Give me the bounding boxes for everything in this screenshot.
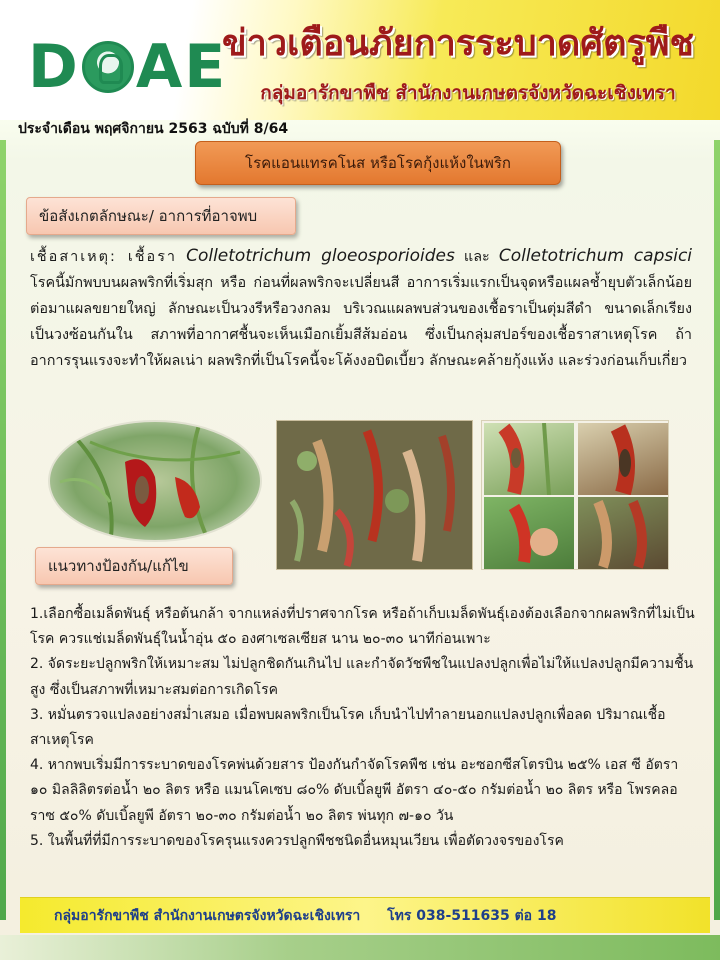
infected-plant-photo bbox=[276, 420, 473, 570]
grid-photo-2 bbox=[578, 423, 668, 495]
right-accent-bar bbox=[714, 140, 720, 920]
header-banner bbox=[0, 0, 720, 120]
prevention-section-label: แนวทางป้องกัน/แก้ไข bbox=[35, 547, 233, 585]
prevention-list bbox=[30, 602, 698, 854]
symptoms-section-label: ข้อสังเกตลักษณะ/ อาการที่อาจพบ bbox=[26, 197, 296, 235]
footer-org: กลุ่มอารักขาพืช สำนักงานเกษตรจังหวัดฉะเชิงเทรา bbox=[54, 908, 361, 924]
species-conjunction: และ bbox=[463, 249, 490, 265]
prevention-item: 5. ในพื้นที่ที่มีการระบาดของโรครุนแรงควรปลูกพืชชนิดอื่นหมุนเวียน เพื่อตัดวงจรของโรค bbox=[30, 832, 564, 849]
grid-photo-4 bbox=[578, 497, 668, 569]
grid-image-2 bbox=[578, 423, 668, 495]
topic-banner: โรคแอนแทรคโนส หรือโรคกุ้งแห้งในพริก bbox=[195, 141, 561, 185]
page-subtitle: กลุ่มอารักขาพืช สำนักงานเกษตรจังหวัดฉะเชิงเทรา bbox=[260, 82, 676, 104]
left-accent-bar bbox=[0, 140, 6, 920]
grid-image-3 bbox=[484, 497, 574, 569]
logo-letters-ae: AE bbox=[135, 32, 228, 102]
footer-contact-bar bbox=[20, 897, 710, 933]
bottom-decor-band bbox=[0, 935, 720, 960]
cause-paragraph bbox=[30, 243, 692, 374]
page-title: ข่าวเตือนภัยการระบาดศัตรูพืช bbox=[222, 23, 694, 64]
issue-line: ประจำเดือน พฤศจิกายน 2563 ฉบับที่ 8/64 bbox=[18, 121, 289, 137]
logo-letter-d: D bbox=[28, 32, 80, 102]
grid-photo-1 bbox=[484, 423, 574, 495]
infected-plant-image bbox=[277, 421, 473, 570]
species-2: Colletotrichum capsici bbox=[498, 246, 693, 266]
species-1: Colletotrichum gloeosporioides bbox=[186, 246, 455, 266]
symptom-description: โรคนี้มักพบบนผลพริกที่เริ่มสุก หรือ ก่อนที่ผลพริกจะเปลี่ยนสี อาการเริ่มแรกเป็นจุดหรือแผลช้ำยุบตัวเล็กน้อย ต่อมาแผลขยายใหญ่ ลักษณะเป็นวงรีหรือวงกลม บริเวณแผลพบส่วนของเชื้อราเป็นตุ่มสีดำ ขนาดเล็กเรียงเป็นวงซ้อนกันใน สภาพที่อากาศชื้นจะเห็นเมือกเยิ้มสีส้มอ่อน ซึ่งเป็นกลุ่มสปอร์ของเชื้อราสาเหตุโรค ถ้าอาการรุนแรงจะทำให้ผลเน่า ผลพริกที่เป็นโรคนี้จะโค้งงอบิดเบี้ยว ลักษณะคล้ายกุ้งแห้ง และร่วงก่อนเก็บเกี่ยว bbox=[30, 275, 692, 369]
cause-lead: เชื้อสาเหตุ: เชื้อรา bbox=[30, 249, 178, 265]
prevention-item: 3. หมั่นตรวจแปลงอย่างสม่ำเสมอ เมื่อพบผลพริกเป็นโรค เก็บนำไปทำลายนอกแปลงปลูกเพื่อลด ปริมาณเชื้อสาเหตุโรค bbox=[30, 706, 666, 749]
chili-closeup-photo bbox=[48, 420, 262, 542]
prevention-item: 4. หากพบเริ่มมีการระบาดของโรคพ่นด้วยสาร ป้องกันกำจัดโรคพืช เช่น อะซอกซีสโตรบิน ๒๕% เอส ซี อัตรา ๑๐ มิลลิลิตรต่อน้ำ ๒๐ ลิตร หรือ แมนโคเซบ ๘๐% ดับเบิ้ลยูพี อัตรา ๔๐-๕๐ กรัมต่อน้ำ ๒๐ ลิตร หรือ โพรคลอราซ ๕๐% ดับเบิ้ลยูพี อัตรา ๒๐-๓๐ กรัมต่อน้ำ ๒๐ ลิตร พ่นทุก ๗-๑๐ วัน bbox=[30, 757, 679, 824]
grid-image-1 bbox=[484, 423, 574, 495]
doae-logo bbox=[28, 32, 228, 102]
seal-icon bbox=[82, 41, 134, 93]
chili-closeup-image bbox=[50, 422, 262, 542]
footer-phone: โทร 038-511635 ต่อ 18 bbox=[387, 908, 557, 924]
grid-photo-3 bbox=[484, 497, 574, 569]
grid-image-4 bbox=[578, 497, 668, 569]
symptom-photo-grid bbox=[481, 420, 669, 570]
prevention-item: 2. จัดระยะปลูกพริกให้เหมาะสม ไม่ปลูกชิดกันเกินไป และกำจัดวัชพืชในแปลงปลูกเพื่อไม่ให้แปลงปลูกมีความชื้นสูง ซึ่งเป็นสภาพที่เหมาะสมต่อการเกิดโรค bbox=[30, 656, 694, 698]
prevention-item: 1.เลือกซื้อเมล็ดพันธุ์ หรือต้นกล้า จากแหล่งที่ปราศจากโรค หรือถ้าเก็บเมล็ดพันธุ์เองต้องเลือกจากผลพริกที่ไม่เป็นโรค ควรแช่เมล็ดพันธุ์ในน้ำอุ่น ๕๐ องศาเซลเซียส นาน ๒๐-๓๐ นาทีก่อนเพาะ bbox=[30, 606, 695, 648]
